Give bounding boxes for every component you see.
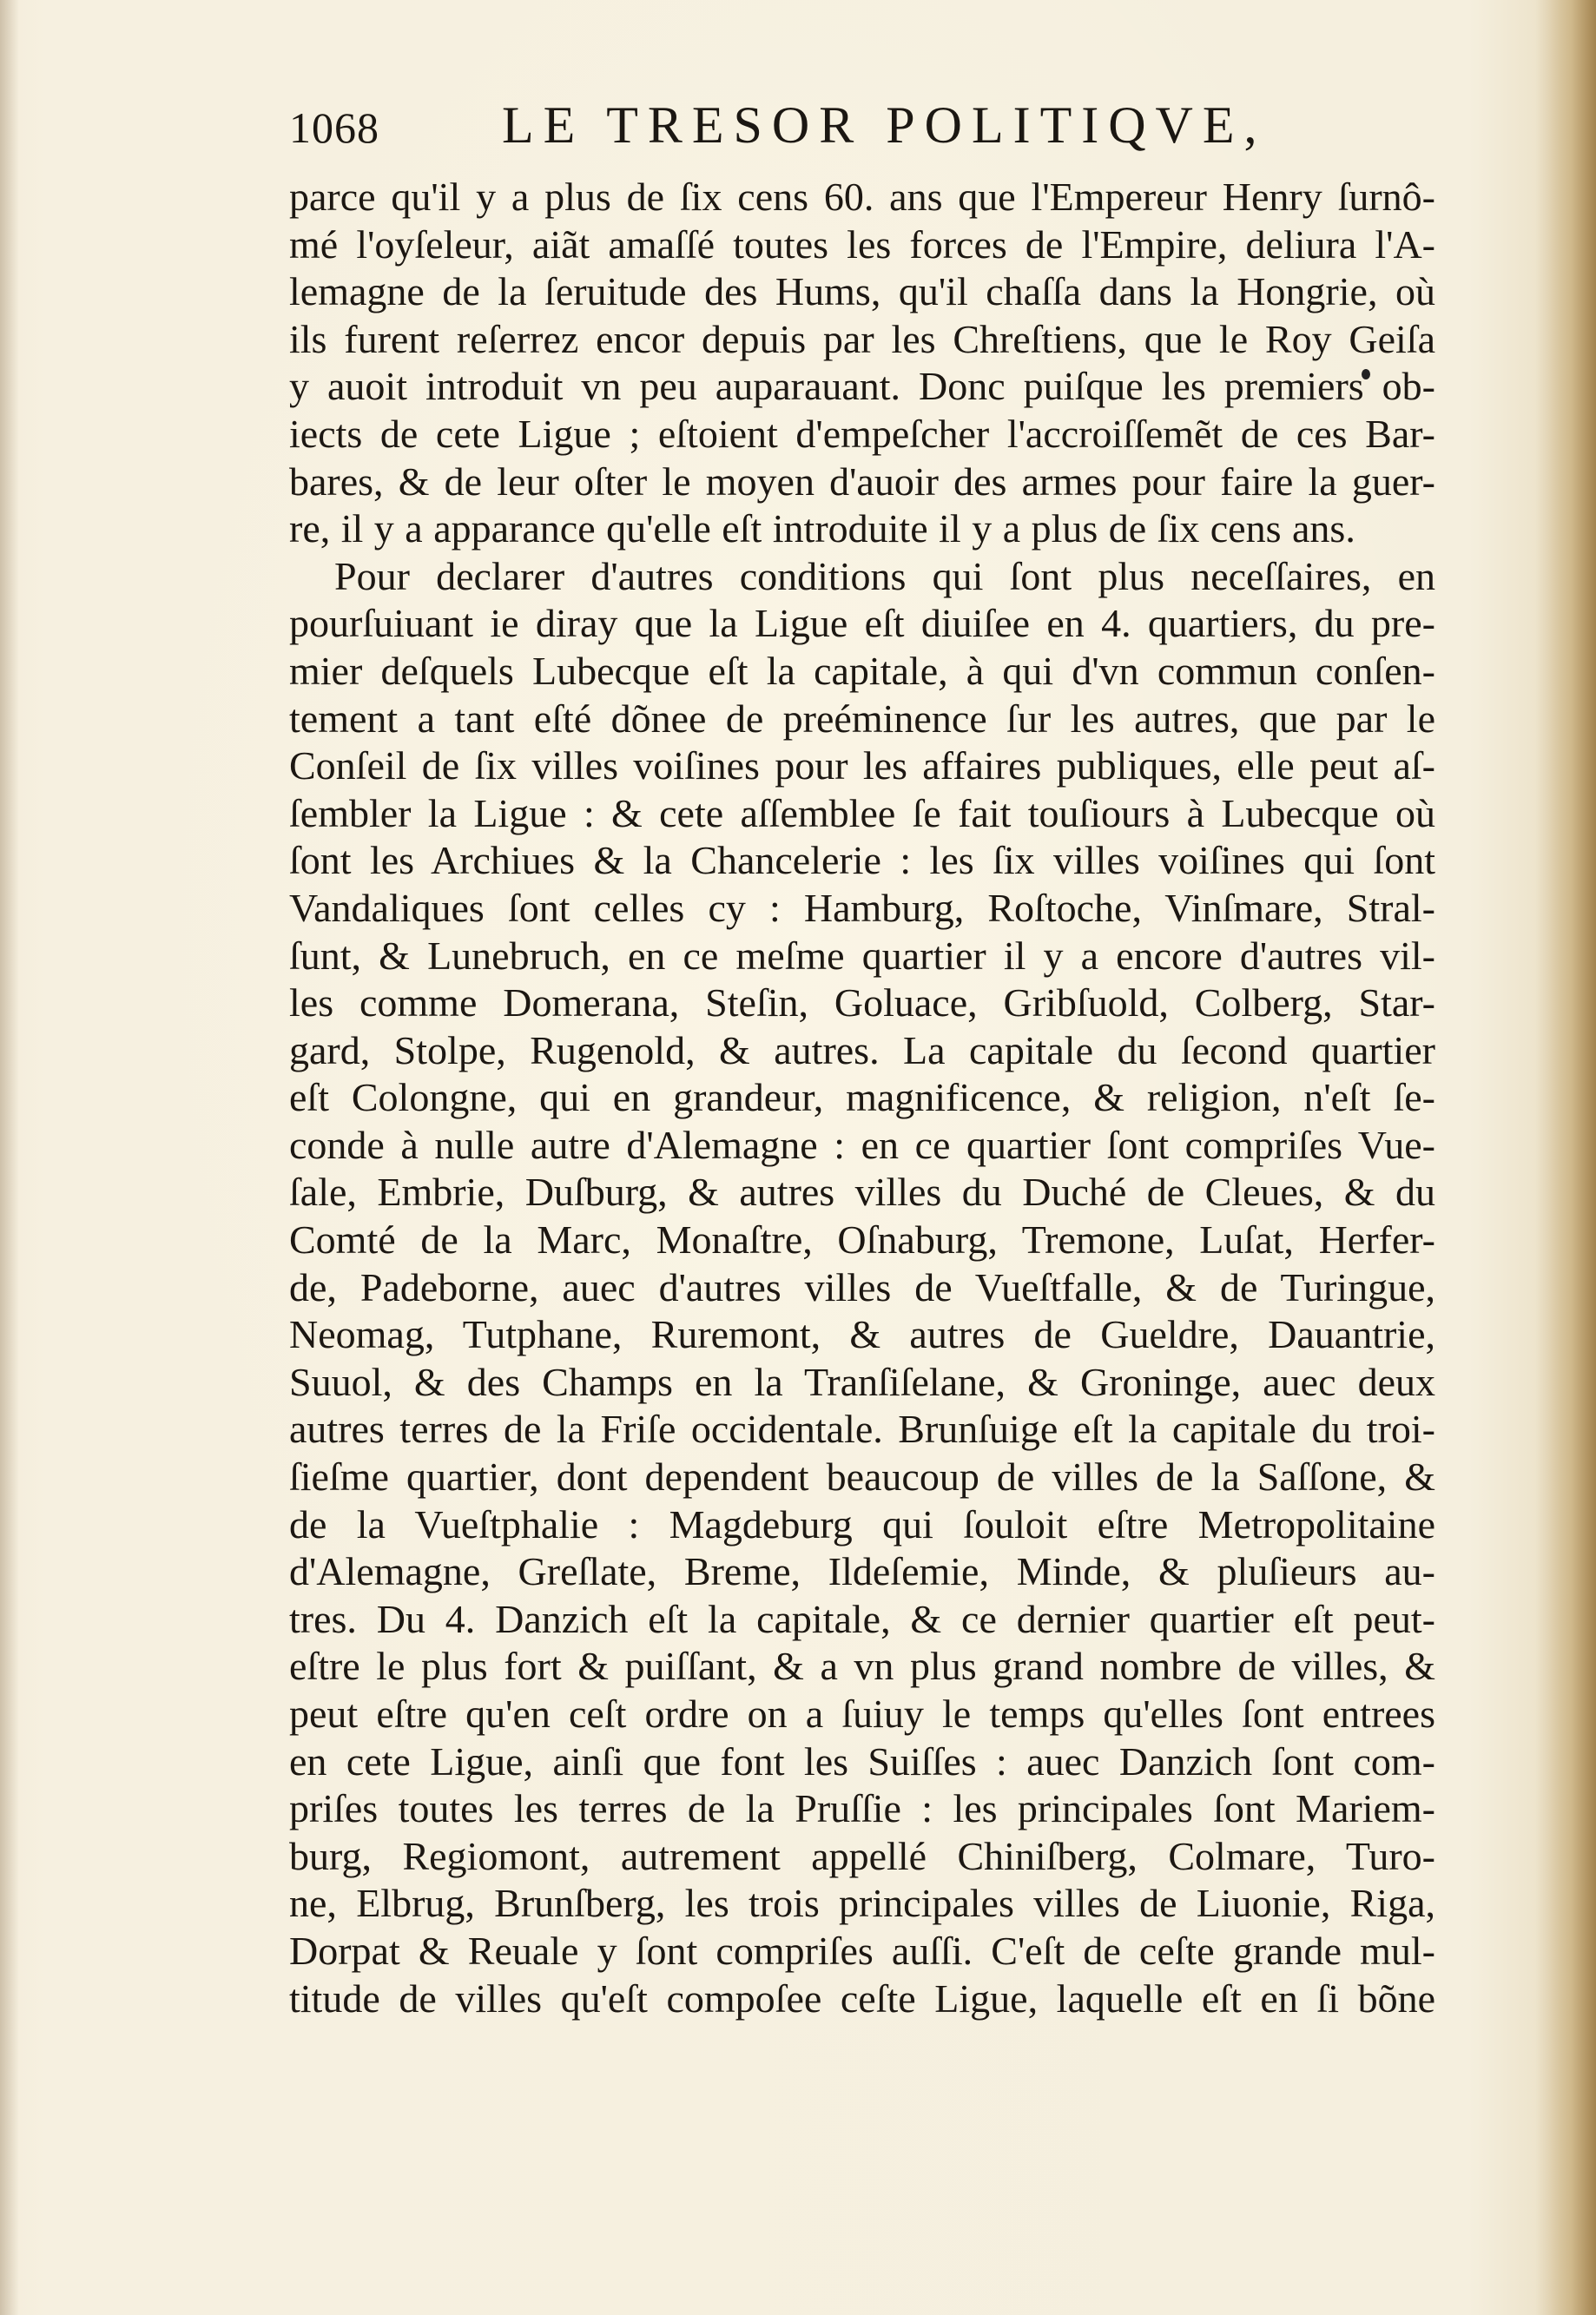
text-line: lemagne de la ſeruitude des Hums, qu'il chaſſa dans la Hongrie, où xyxy=(289,269,1435,314)
text-line: pourſuiuant ie diray que la Ligue eſt diuiſee en 4. quartiers, du pre- xyxy=(289,601,1435,646)
running-head xyxy=(289,96,1305,165)
text-line: autres terres de la Friſe occidentale. Brunſuige eſt la capitale du troi- xyxy=(289,1407,1435,1452)
text-line: mé l'oyſeleur, aiãt amaſſé toutes les forces de l'Empire, deliura l'A- xyxy=(289,221,1435,267)
text-line: titude de villes qu'eſt compoſee ceſte Ligue, laquelle eſt en ſi bõne xyxy=(289,1975,1435,2021)
text-line: gard, Stolpe, Rugenold, & autres. La capitale du ſecond quartier xyxy=(289,1027,1435,1072)
text-line: ſale, Embrie, Duſburg, & autres villes du Duché de Cleues, & du xyxy=(289,1170,1435,1215)
running-title: LE TRESOR POLITIQVE, xyxy=(502,96,1267,154)
body-text xyxy=(289,174,1435,2022)
text-line: iects de cete Ligue ; eſtoient d'empeſcher l'accroiſſemẽt de ces Bar- xyxy=(289,411,1435,456)
text-line: de, Padeborne, auec d'autres villes de Vueſtfalle, & de Turingue, xyxy=(289,1264,1435,1309)
text-line: Suuol, & des Champs en la Tranſiſelane, & Groninge, auec deux xyxy=(289,1359,1435,1404)
text-line: tement a tant eſté dõnee de preéminence ſur les autres, que par le xyxy=(289,696,1435,741)
text-line: tres. Du 4. Danzich eſt la capitale, & ce dernier quartier eſt peut- xyxy=(289,1596,1435,1641)
text-line: ſembler la Ligue : & cete aſſemblee ſe fait touſiours à Lubecque où xyxy=(289,790,1435,835)
page-gutter-shadow xyxy=(0,0,19,2315)
text-line: d'Alemagne, Greſlate, Breme, Ildeſemie, Minde, & pluſieurs au- xyxy=(289,1549,1435,1594)
text-line: Conſeil de ſix villes voiſines pour les affaires publiques, elle peut aſ- xyxy=(289,743,1435,788)
text-line: de la Vueſtphalie : Magdeburg qui ſouloit eſtre Metropolitaine xyxy=(289,1501,1435,1547)
text-line: re, il y a apparance qu'elle eſt introduite il y a plus de ſix cens ans. xyxy=(289,506,1355,551)
text-line: ſont les Archiues & la Chancelerie : les ſix villes voiſines qui ſont xyxy=(289,838,1435,883)
page-number: 1068 xyxy=(289,103,379,152)
text-line: bares, & de leur oſter le moyen d'auoir des armes pour faire la guer- xyxy=(289,458,1435,504)
text-line: y auoit introduit vn peu auparauant. Donc puiſque les premiers ob- xyxy=(289,364,1435,409)
text-line: ne, Elbrug, Brunſberg, les trois principales villes de Liuonie, Riga, xyxy=(289,1881,1435,1926)
text-line: eſt Colongne, qui en grandeur, magnificence, & religion, n'eſt ſe- xyxy=(289,1075,1435,1120)
text-line: priſes toutes les terres de la Pruſſie : les principales ſont Mariem- xyxy=(289,1786,1435,1831)
text-line: Neomag, Tutphane, Ruremont, & autres de Gueldre, Dauantrie, xyxy=(289,1312,1435,1357)
text-line: Dorpat & Reuale y ſont compriſes auſſi. C'eſt de ceſte grande mul- xyxy=(289,1928,1435,1973)
text-line: parce qu'il y a plus de ſix cens 60. ans que l'Empereur Henry ſurnô- xyxy=(289,175,1435,219)
text-line: peut eſtre qu'en ceſt ordre on a ſuiuy le temps qu'elles ſont entrees xyxy=(289,1692,1435,1736)
paragraph-start-line: Pour declarer d'autres conditions qui ſont plus neceſſaires, en xyxy=(334,553,1435,598)
text-line: Vandaliques ſont celles cy : Hamburg, Roſtoche, Vinſmare, Stral- xyxy=(289,885,1435,930)
text-line: en cete Ligue, ainſi que font les Suiſſes : auec Danzich ſont com- xyxy=(289,1738,1435,1784)
text-line: ſunt, & Lunebruch, en ce meſme quartier il y a encore d'autres vil- xyxy=(289,933,1435,978)
text-line: les comme Domerana, Steſin, Goluace, Gribſuold, Colberg, Star- xyxy=(289,980,1435,1026)
text-line: eſtre le plus fort & puiſſant, & a vn plus grand nombre de villes, & xyxy=(289,1644,1435,1689)
text-line: conde à nulle autre d'Alemagne : en ce quartier ſont compriſes Vue- xyxy=(289,1122,1435,1167)
text-line: mier deſquels Lubecque eſt la capitale, à qui d'vn commun conſen- xyxy=(289,648,1435,693)
text-line: ils furent reſerrez encor depuis par les Chreſtiens, que le Roy Geiſa xyxy=(289,316,1435,361)
text-line: burg, Regiomont, autrement appellé Chiniſberg, Colmare, Turo- xyxy=(289,1833,1435,1878)
text-line: Comté de la Marc, Monaſtre, Oſnaburg, Tremone, Luſat, Herfer- xyxy=(289,1217,1435,1263)
page-edge-shadow xyxy=(1535,0,1596,2315)
text-line: ſieſme quartier, dont dependent beaucoup de villes de la Saſſone, & xyxy=(289,1454,1435,1500)
